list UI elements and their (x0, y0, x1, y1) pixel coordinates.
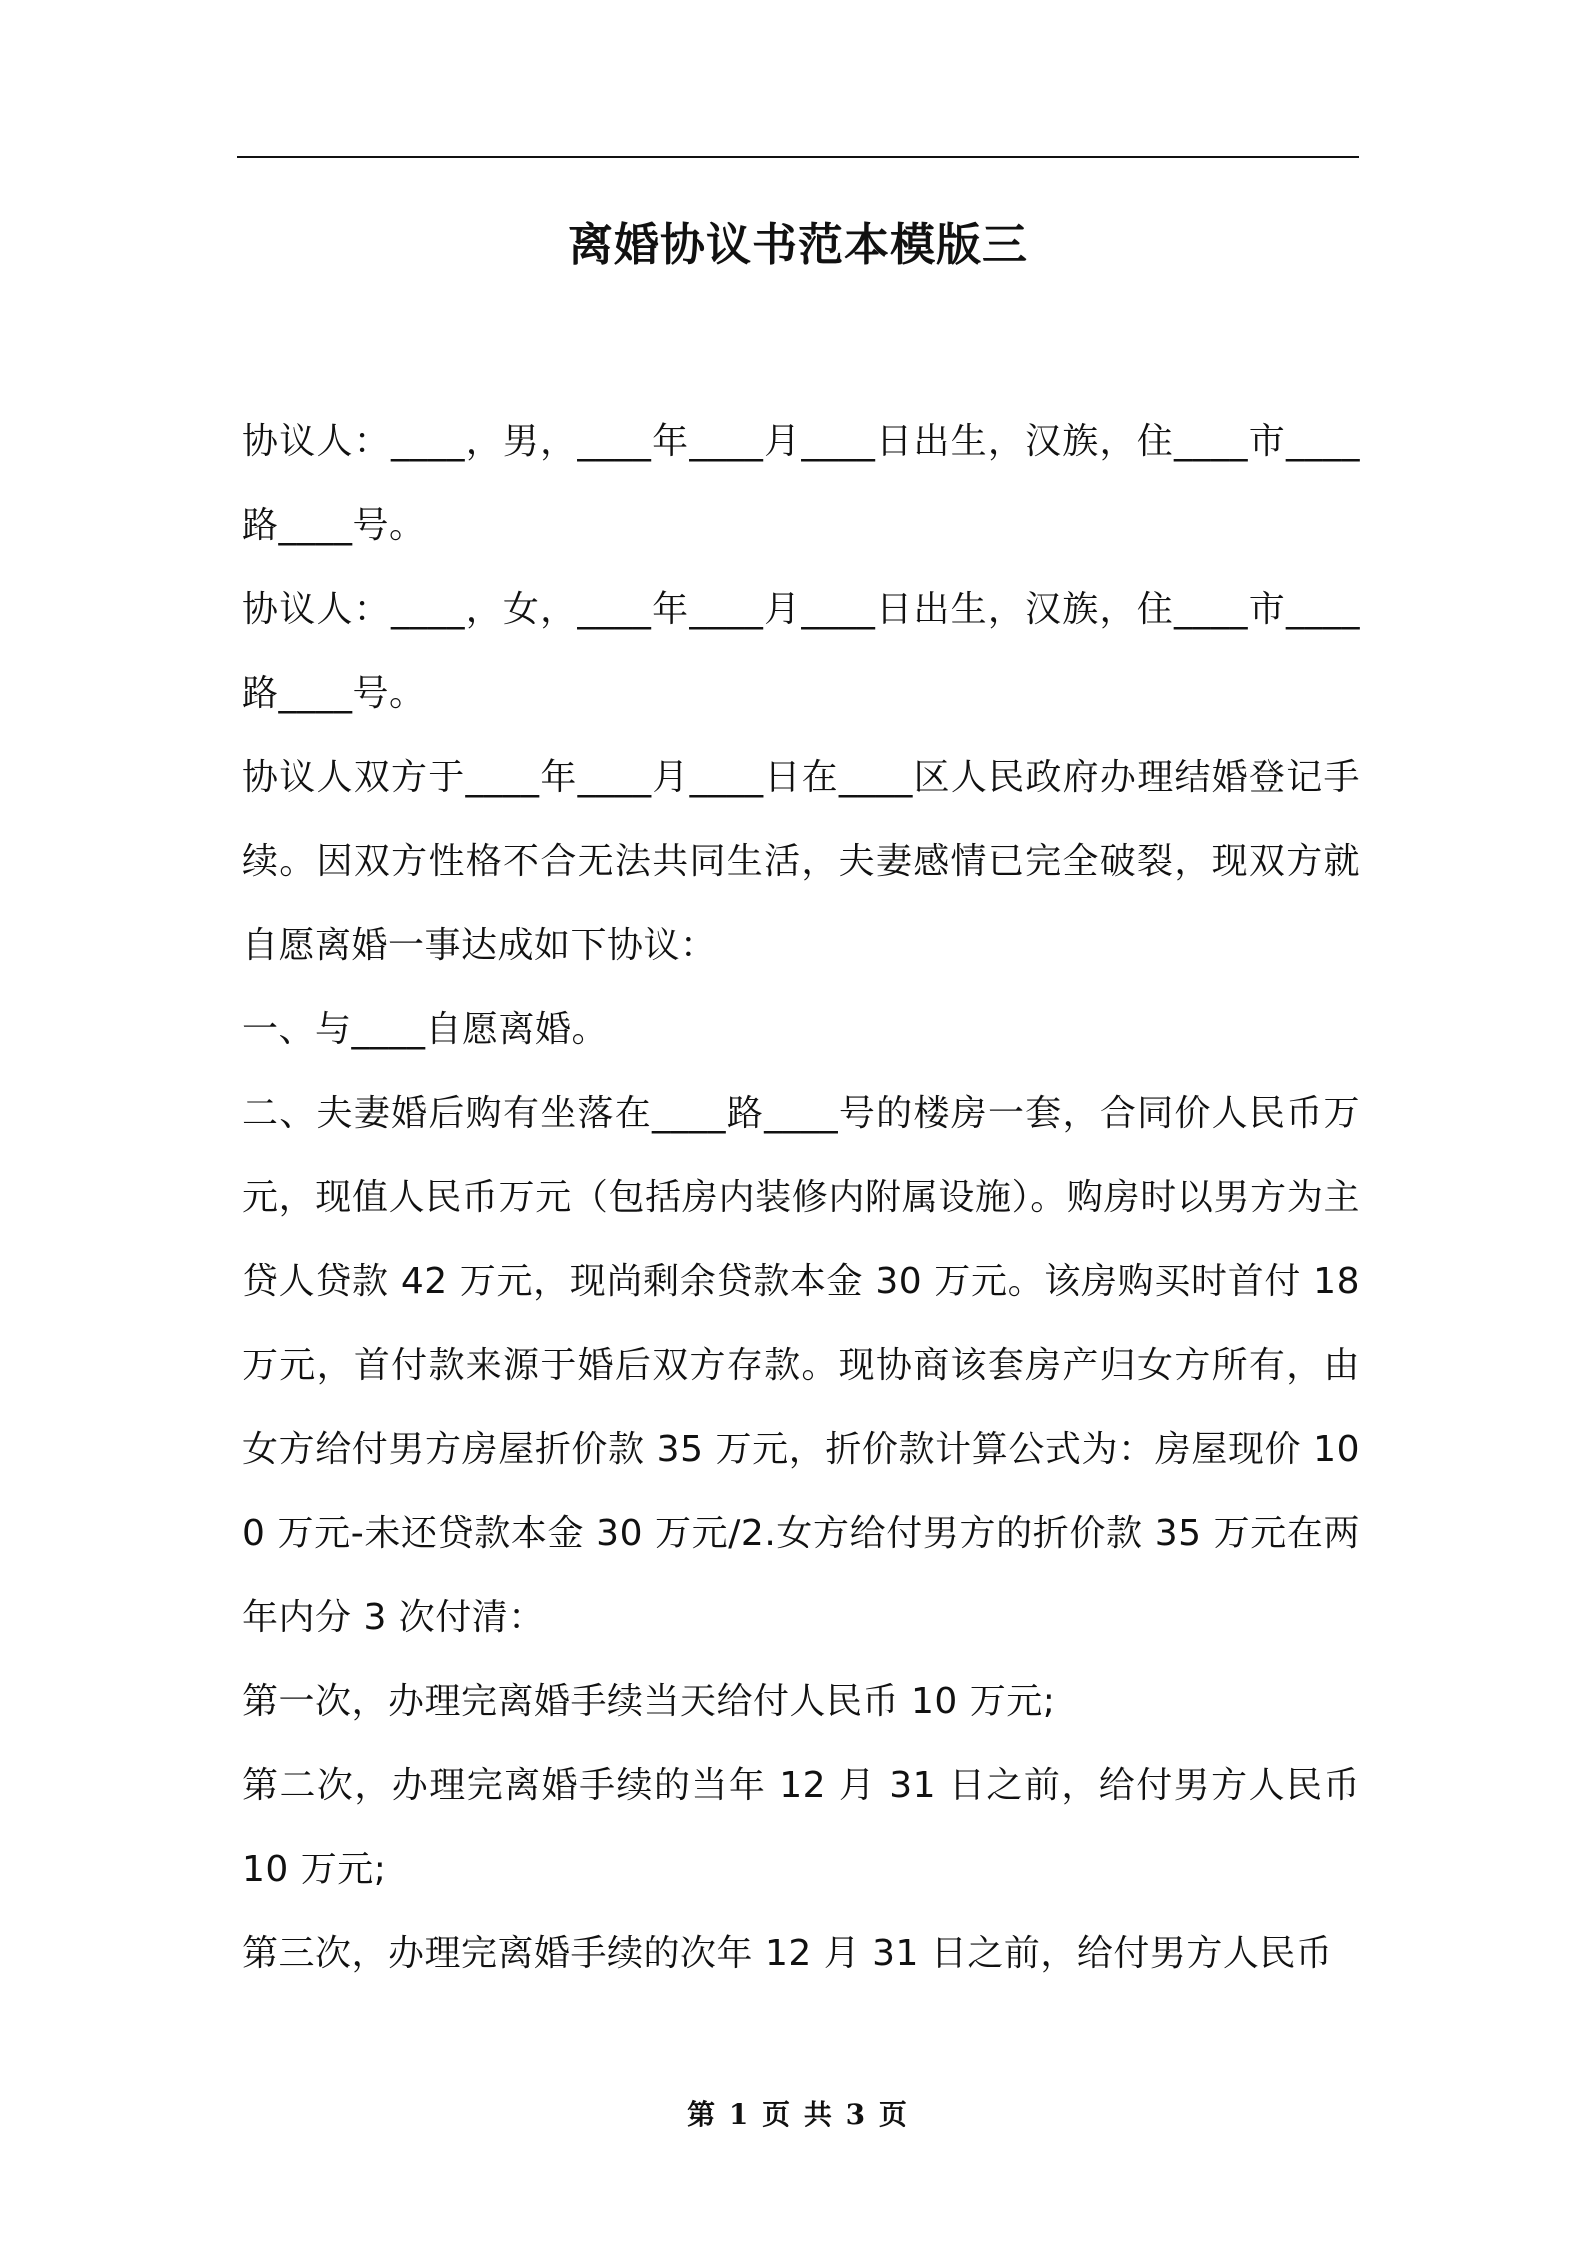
page-number-footer: 第 1 页 共 3 页 (687, 2098, 909, 2131)
paragraph-marriage-registration: 协议人双方于____年____月____日在____区人民政府办理结婚登记手续。因双方性格不合无法共同生活，夫妻感情已完全破裂，现双方就自愿离婚一事达成如下协议： (242, 757, 1360, 966)
document-title: 离婚协议书范本模版三 (567, 218, 1028, 271)
paragraph-clause-two: 二、夫妻婚后购有坐落在____路____号的楼房一套，合同价人民币万元，现值人民币万元（包括房内装修内附属设施）。购房时以男方为主贷人贷款 42 万元，现尚剩余贷款本金 30 万元。该房购买时首付 18 万元，首付款来源于婚后双方存款。现协商该套房产归女方所有，由女方给付男方房屋折价款 35 万元，折价款计算公式为：房屋现价 100 万元-未还贷款本金 30 万元/2.女方给付男方的折价款 35 万元在两年内分 3 次付清： (242, 1093, 1360, 1638)
paragraph-payment-first: 第一次，办理完离婚手续当天给付人民币 10 万元; (242, 1681, 1056, 1722)
paragraph-payment-second: 第二次，办理完离婚手续的当年 12 月 31 日之前，给付男方人民币 10 万元; (242, 1765, 1360, 1890)
document-body (242, 400, 1360, 1996)
paragraph-party-female: 协议人：____，女，____年____月____日出生，汉族，住____市____路____号。 (242, 589, 1360, 714)
paragraph-clause-one: 一、与____自愿离婚。 (242, 1009, 609, 1050)
paragraph-party-male: 协议人：____，男，____年____月____日出生，汉族，住____市____路____号。 (242, 421, 1360, 546)
header-rule (237, 156, 1359, 158)
paragraph-payment-third: 第三次，办理完离婚手续的次年 12 月 31 日之前，给付男方人民币 (242, 1933, 1333, 1974)
